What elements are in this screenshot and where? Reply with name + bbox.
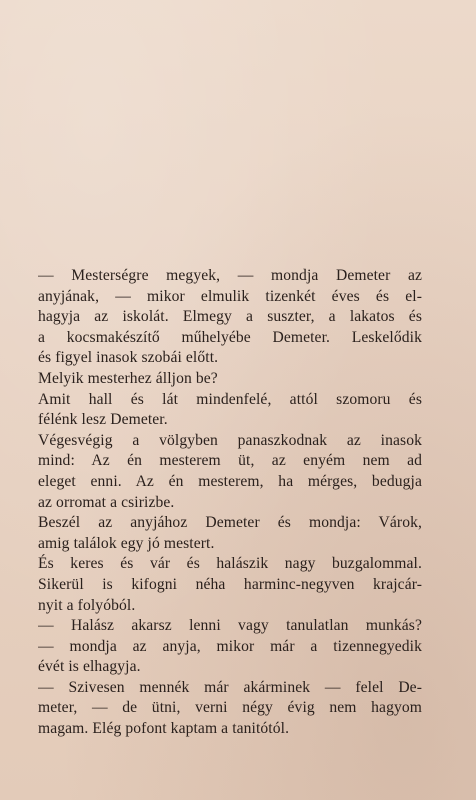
text-line: nyit a folyóból. [38, 596, 136, 614]
text-line: Sikerül is kifogni néha harminc-negyven krajcár- [38, 575, 422, 593]
text-line: Beszél az anyjához Demeter és mondja: Várok, [38, 514, 422, 532]
text-line: meter, — de ütni, verni négy évig nem hagyom [38, 699, 422, 717]
text-line: Amit hall és lát mindenfelé, attól szomoru és [38, 390, 422, 408]
text-line: a kocsmakészítő műhelyébe Demeter. Leskelődik [38, 328, 422, 346]
text-line: — mondja az anyja, mikor már a tizennegyedik [38, 637, 422, 655]
text-line: Melyik mesterhez álljon be? [38, 369, 218, 387]
body-text [38, 266, 422, 740]
text-line: az orromat a csirizbe. [38, 493, 175, 511]
text-line: — Halász akarsz lenni vagy tanulatlan munkás? [38, 617, 422, 635]
text-line: magam. Elég pofont kaptam a tanitótól. [38, 720, 290, 738]
text-line: félénk lesz Demeter. [38, 411, 168, 429]
text-line: amig találok egy jó mestert. [38, 534, 215, 552]
text-line: anyjának, — mikor elmulik tizenkét éves és el- [38, 287, 422, 305]
text-line: évét is elhagyja. [38, 658, 141, 676]
text-line: — Mesterségre megyek, — mondja Demeter az [38, 267, 422, 284]
text-line: Végesvégig a völgyben panaszkodnak az inasok [38, 431, 422, 449]
text-line: — Szivesen mennék már akárminek — felel De- [38, 678, 422, 696]
text-line: eleget enni. Az én mesterem, ha mérges, bedugja [38, 472, 422, 490]
text-line: És keres és vár és halászik nagy buzgalommal. [38, 555, 422, 573]
text-line: mind: Az én mesterem üt, az enyém nem ad [38, 452, 422, 470]
text-line: hagyja az iskolát. Elmegy a suszter, a lakatos és [38, 308, 422, 326]
text-line: és figyel inasok szobái előtt. [38, 349, 219, 367]
